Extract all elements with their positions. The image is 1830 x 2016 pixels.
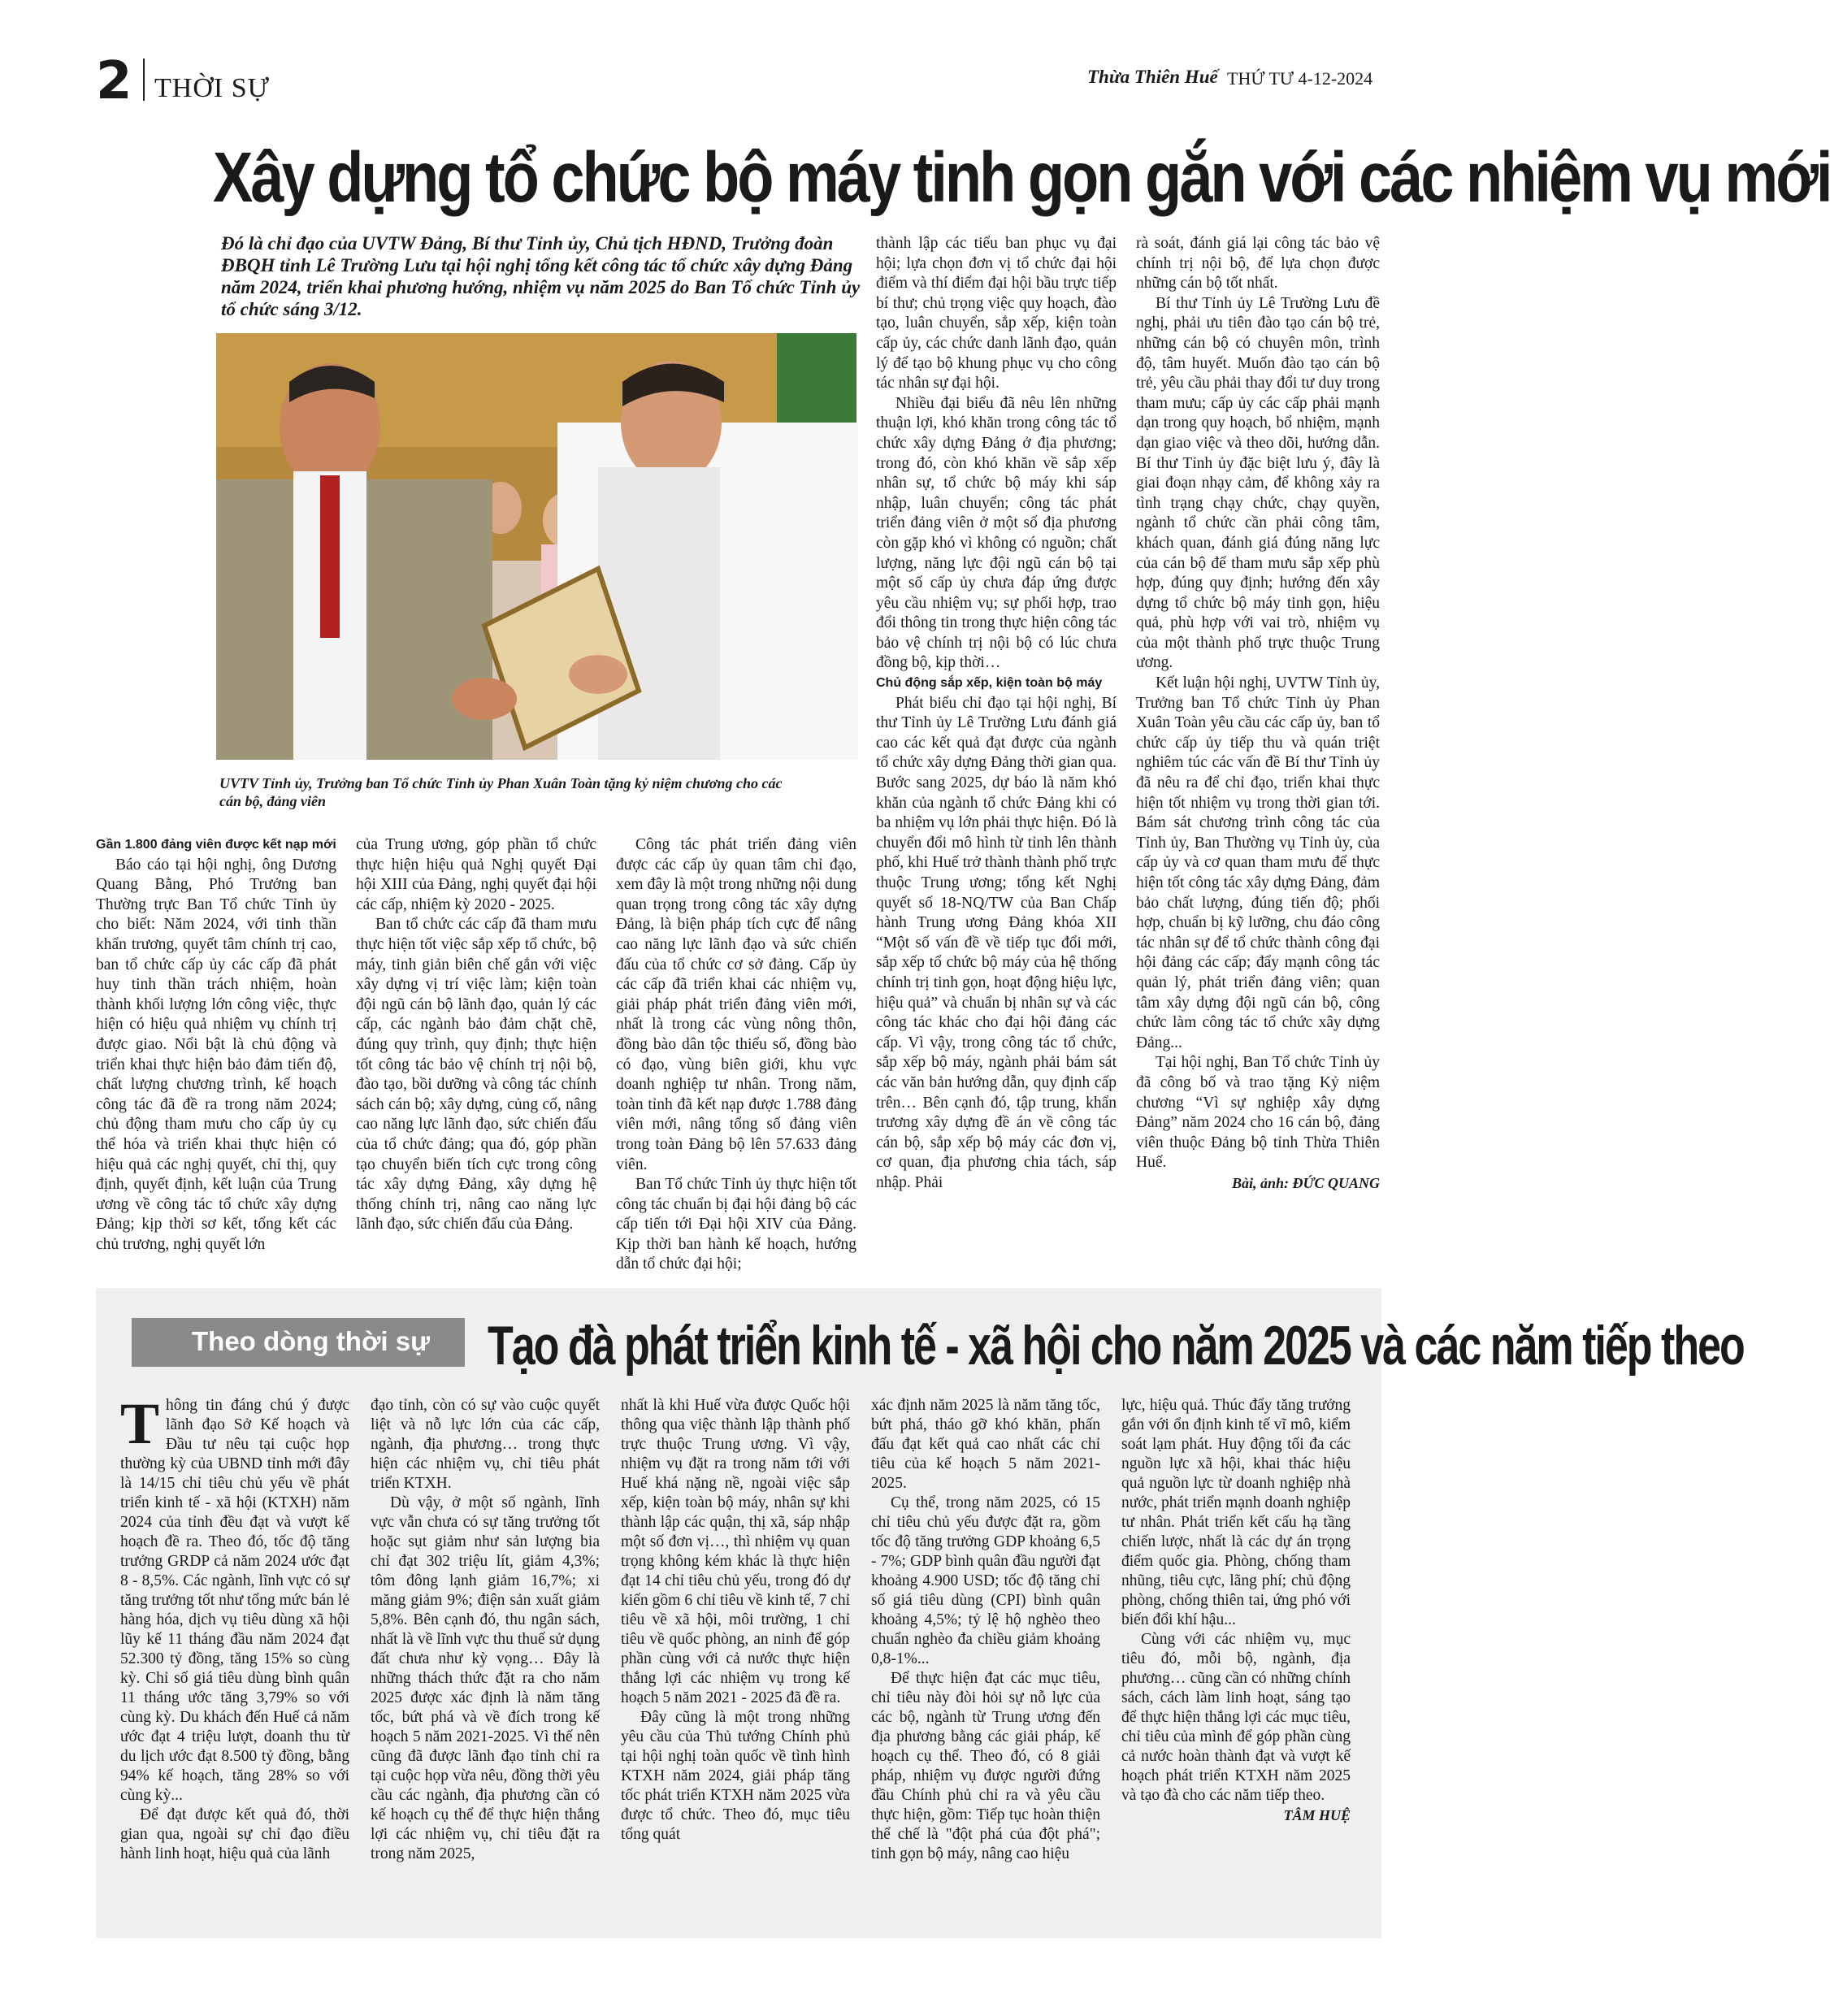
article2-column-2	[371, 1396, 600, 1864]
article2-dropcap: T	[120, 1391, 160, 1456]
article1-column-5	[1136, 234, 1380, 1194]
article1-headline: Xây dựng tổ chức bộ máy tinh gọn gắn với các nhiệm vụ mới	[213, 137, 1830, 218]
article2-paragraph: hông tin đáng chú ý được lãnh đạo Sở Kế hoạch và Đầu tư nêu tại cuộc họp thường kỳ của UBND tỉnh mới đây là 14/15 chỉ tiêu chủ yếu về phát triển kinh tế - xã hội (KTXH) năm 2024 của tỉnh đều đạt và vượt kế hoạch đề ra. Theo đó, tốc độ tăng trưởng GRDP cả năm 2024 ước đạt 8 - 8,5%. Các ngành, lĩnh vực có sự tăng trưởng tốt như tổng mức bán lẻ hàng hóa, dịch vụ tiêu dùng xã hội lũy kế 11 tháng đầu năm 2024 đạt 52.300 tỷ đồng, tăng 15% so cùng kỳ. Chỉ số giá tiêu dùng bình quân 11 tháng ước tăng 3,79% so với cùng kỳ. Du khách đến Huế cả năm ước đạt 4 triệu lượt, doanh thu từ du lịch ước đạt 8.500 tỷ đồng, bằng 94% kế hoạch, tăng 28% so với cùng kỳ...	[120, 1397, 349, 1804]
article1-subhead-2: Chủ động sắp xếp, kiện toàn bộ máy	[876, 676, 1103, 691]
article1-paragraph: Bí thư Tỉnh ủy Lê Trường Lưu đề nghị, phải ưu tiên đào tạo cán bộ trẻ, những cán bộ có chuyên môn, trình độ, tâm huyết. Muốn đào tạo cán bộ trẻ, yêu cầu phải thay đổi tư duy trong tham mưu; cấp ủy các cấp phải mạnh dạn trong quy hoạch, bổ nhiệm, mạnh dạn giao việc và theo dõi, hướng dẫn. Bí thư Tỉnh ủy đặc biệt lưu ý, đây là giai đoạn nhạy cảm, để không xảy ra tình trạng chạy chức, chạy quyền, ngành tổ chức cần phải công tâm, khách quan, đánh giá đúng năng lực của cán bộ để tham mưu sắp xếp phù hợp, đúng quy định; hướng đến xây dựng tổ chức bộ máy tinh gọn, hiệu quả, phù hợp với vai trò, nhiệm vụ của một thành phố trực thuộc Trung ương.	[1136, 294, 1380, 672]
article1-column-2	[356, 835, 596, 1235]
page-number-divider	[143, 59, 145, 101]
article2-column-4	[871, 1396, 1100, 1864]
article2-headline: Tạo đà phát triển kinh tế - xã hội cho năm 2025 và các năm tiếp theo	[488, 1316, 1744, 1377]
article2-byline: TÂM HUỆ	[1283, 1807, 1351, 1823]
article1-paragraph: Kết luận hội nghị, UVTW Tỉnh ủy, Trưởng ban Tổ chức Tỉnh ủy Phan Xuân Toàn yêu cầu các cấp ủy, ban tổ chức cấp ủy tiếp thu và quán triệt nghiêm túc các vấn đề Bí thư Tỉnh ủy đã nêu ra để chỉ đạo, triển khai thực hiện tốt nhiệm vụ trong thời gian tới. Bám sát chương trình công tác của Tỉnh ủy, Ban Thường vụ Tỉnh ủy, của cấp ủy và cơ quan tham mưu để thực hiện tốt công tác xây dựng Đảng, đảm bảo chất lượng, đúng tiến độ; phối hợp, chuẩn bị kỹ lưỡng, chu đáo công tác nhân sự để tổ chức thành công đại hội đảng các cấp; đẩy mạnh công tác quản lý, phát triển đảng viên; quan tâm xây dựng đội ngũ cán bộ, công chức làm công tác tổ chức xây dựng Đảng...	[1136, 674, 1380, 1051]
article1-paragraph: Phát biểu chỉ đạo tại hội nghị, Bí thư Tỉnh ủy Lê Trường Lưu đánh giá cao các kết quả đạt được của ngành tổ chức xây dựng Đảng thời gian qua. Bước sang 2025, dự báo là năm khó khăn của ngành tổ chức Đảng khi có ba nhiệm vụ lớn phải thực hiện. Đó là chuyển đổi mô hình từ tỉnh lên thành phố, khi Huế trở thành thành phố trực thuộc Trung ương; tổng kết Nghị quyết số 18-NQ/TW của Ban Chấp hành Trung ương Đảng khóa XII “Một số vấn đề về tiếp tục đổi mới, sắp xếp tổ chức bộ máy của hệ thống chính trị tinh gọn, hoạt động hiệu lực, hiệu quả” và chuẩn bị nhân sự và các công tác khác cho đại hội đảng các cấp. Vì vậy, trong công tác tổ chức, sắp xếp bộ máy, ngành phải bám sát các văn bản hướng dẫn, quy định cấp trên… Bên cạnh đó, tập trung, khẩn trương xây dựng đề án về công tác cán bộ, sắp xếp bộ máy các đơn vị, cơ quan, địa phương chia tách, sáp nhập. Phải	[876, 694, 1117, 1191]
article2-paragraph: Dù vậy, ở một số ngành, lĩnh vực vẫn chưa có sự tăng trưởng tốt hoặc sụt giảm như sản lượng bia chỉ đạt 302 triệu lít, giảm 4,3%; tôm đông lạnh giảm 16,7%; xi măng giảm 9%; điện sản xuất giảm 5,8%. Bên cạnh đó, thu ngân sách, nhất là về lĩnh vực thu thuế sử dụng đất chưa như kỳ vọng… Đây là những thách thức đặt ra cho năm 2025 được xác định là năm tăng tốc, bứt phá và về đích trong kế hoạch 5 năm 2021-2025. Vì thế nên cũng đã được lãnh đạo tỉnh chỉ ra tại cuộc họp vừa nêu, đồng thời yêu cầu các ngành, địa phương cần có kế hoạch cụ thể để thực hiện thắng lợi các nhiệm vụ, chỉ tiêu đặt ra trong năm 2025,	[371, 1494, 600, 1862]
article1-sapo: Đó là chỉ đạo của UVTW Đảng, Bí thư Tỉnh ủy, Chủ tịch HĐND, Trưởng đoàn ĐBQH tỉnh Lê Trường Lưu tại hội nghị tổng kết công tác tổ chức xây dựng Đảng năm 2024, triển khai phương hướng, nhiệm vụ năm 2025 do Ban Tổ chức Tỉnh ủy tổ chức sáng 3/12.	[221, 233, 861, 319]
article1-paragraph: Tại hội nghị, Ban Tổ chức Tỉnh ủy đã công bố và trao tặng Kỷ niệm chương “Vì sự nghiệp xây dựng Đảng” năm 2024 cho 16 cán bộ, đảng viên thuộc Đảng bộ tỉnh Thừa Thiên Huế.	[1136, 1054, 1380, 1172]
newspaper-name: Thừa Thiên Huế	[1087, 67, 1218, 87]
article2-paragraph: Để đạt được kết quả đó, thời gian qua, ngoài sự chỉ đạo điều hành linh hoạt, hiệu quả của lãnh	[120, 1806, 349, 1862]
issue-date: THỨ TƯ 4-12-2024	[1227, 68, 1373, 89]
article2-paragraph: đạo tỉnh, còn có sự vào cuộc quyết liệt và nỗ lực lớn của các cấp, ngành, địa phương… trong thực hiện các nhiệm vụ, chỉ tiêu phát triển KTXH.	[371, 1397, 600, 1492]
article1-byline: Bài, ảnh: ĐỨC QUANG	[1232, 1174, 1380, 1191]
article2-column-1	[120, 1391, 349, 1864]
article2-paragraph: Cùng với các nhiệm vụ, mục tiêu đó, mỗi bộ, ngành, địa phương… cũng cần có những chính sách, cách làm linh hoạt, sáng tạo để thực hiện thắng lợi các mục tiêu, chỉ tiêu của mình để góp phần cùng cả nước hoàn thành đạt và vượt kế hoạch phát triển KTXH năm 2025 và tạo đà cho các năm tiếp theo.	[1121, 1631, 1351, 1804]
article2-paragraph: nhất là khi Huế vừa được Quốc hội thông qua việc thành lập thành phố trực thuộc Trung ương. Vì vậy, nhiệm vụ đặt ra trong năm tới với Huế khá nặng nề, ngoài việc sắp xếp, kiện toàn bộ máy, nhân sự khi thành lập các quận, thị xã, sáp nhập một số đơn vị…, thì nhiệm vụ quan trọng không kém khác là thực hiện đạt 14 chỉ tiêu chủ yếu, trong đó dự kiến gồm 6 chỉ tiêu về kinh tế, 7 chỉ tiêu về xã hội, môi trường, 1 chỉ tiêu về quốc phòng, an ninh để góp phần cùng với cả nước thực hiện thắng lợi các nhiệm vụ trong kế hoạch 5 năm 2021 - 2025 đã đề ra.	[621, 1397, 850, 1706]
article1-paragraph: Công tác phát triển đảng viên được các cấp ủy quan tâm chỉ đạo, xem đây là một trong những nội dung quan trọng trong công tác xây dựng Đảng, là biện pháp tích cực để nâng cao năng lực lãnh đạo và sức chiến đấu của tổ chức cơ sở đảng. Cấp ủy các cấp đã triển khai các nhiệm vụ, giải pháp phát triển đảng viên mới, nhất là trong các vùng nông thôn, đồng bào dân tộc thiểu số, đồng bào có đạo, vùng biên giới, khu vực doanh nghiệp tư nhân. Trong năm, toàn tỉnh đã kết nạp được 1.788 đảng viên mới, nâng tổng số đảng viên trong toàn Đảng bộ lên 57.633 đảng viên.	[616, 836, 856, 1173]
article2-paragraph: xác định năm 2025 là năm tăng tốc, bứt phá, tháo gỡ khó khăn, phấn đấu đạt kết quả cao nhất các chỉ tiêu của kế hoạch 5 năm 2021-2025.	[871, 1397, 1100, 1492]
article1-subhead-1: Gần 1.800 đảng viên được kết nạp mới	[96, 838, 336, 852]
article2-column-3	[621, 1396, 850, 1845]
article2-column-5	[1121, 1396, 1351, 1825]
article1-paragraph: Ban Tổ chức Tỉnh ủy thực hiện tốt công tác chuẩn bị đại hội đảng bộ các cấp tiến tới Đại hội XIV của Đảng. Kịp thời ban hành kế hoạch, hướng dẫn tổ chức đại hội;	[616, 1176, 856, 1273]
article2-paragraph: Đây cũng là một trong những yêu cầu của Thủ tướng Chính phủ tại hội nghị toàn quốc về tình hình KTXH năm 2024, giải pháp tăng tốc phát triển KTXH năm 2025 vừa được tổ chức. Theo đó, mục tiêu tổng quát	[621, 1709, 850, 1843]
section-title: THỜI SỰ	[154, 73, 270, 103]
article1-photo	[216, 333, 856, 760]
article1-column-4	[876, 234, 1117, 1194]
article2-paragraph: Cụ thể, trong năm 2025, có 15 chỉ tiêu chủ yếu được đặt ra, gồm tốc độ tăng trưởng GDP khoảng 6,5 - 7%; GDP bình quân đầu người đạt khoảng 4.900 USD; tốc độ tăng chỉ số giá tiêu dùng (CPI) bình quân khoảng 4,5%; tỷ lệ hộ nghèo theo chuẩn nghèo đa chiều giảm khoảng 0,8-1%...	[871, 1494, 1100, 1667]
article1-paragraph: Nhiều đại biểu đã nêu lên những thuận lợi, khó khăn trong công tác tổ chức xây dựng Đảng ở địa phương; trong đó, còn khó khăn về sắp xếp nhân sự, tổ chức bộ máy khi sáp nhập, luân chuyển; công tác phát triển đảng viên ở một số địa phương còn gặp khó vì không có nguồn; chất lượng, năng lực đội ngũ cán bộ tại một số cấp ủy chưa đáp ứng được yêu cầu nhiệm vụ; sự phối hợp, trao đổi thông tin trong thực hiện công tác bảo vệ chính trị nội bộ có lúc chưa đồng bộ, kịp thời…	[876, 394, 1117, 672]
article1-paragraph: của Trung ương, góp phần tổ chức thực hiện hiệu quả Nghị quyết Đại hội XIII của Đảng, nghị quyết đại hội các cấp, nhiệm kỳ 2020 - 2025.	[356, 836, 596, 913]
page-number: 2	[96, 51, 132, 111]
article2-paragraph: lực, hiệu quả. Thúc đẩy tăng trưởng gắn với ổn định kinh tế vĩ mô, kiểm soát lạm phát. Huy động tối đa các nguồn lực xã hội, khai thác hiệu quả nguồn lực từ doanh nghiệp nhà nước, phát triển mạnh doanh nghiệp tư nhân. Phát triển kết cấu hạ tầng chiến lược, nhất là các dự án trọng điểm quốc gia. Phòng, chống tham nhũng, tiêu cực, lãng phí; chủ động phòng, chống thiên tai, ứng phó với biến đổi khí hậu...	[1121, 1397, 1351, 1628]
article1-paragraph: thành lập các tiểu ban phục vụ đại hội; lựa chọn đơn vị tổ chức đại hội điểm và thí điểm đại hội bầu trực tiếp bí thư; chủ trọng việc quy hoạch, đào tạo, luân chuyển, sắp xếp, kiện toàn cấp ủy, các chức danh lãnh đạo, quản lý để tạo bộ khung phục vụ cho công tác nhân sự đại hội.	[876, 235, 1117, 392]
article1-paragraph: Báo cáo tại hội nghị, ông Dương Quang Bằng, Phó Trưởng ban Thường trực Ban Tổ chức Tỉnh ủy cho biết: Năm 2024, với tinh thần khẩn trương, quyết tâm chính trị cao, ban tổ chức cấp ủy các cấp đã phát huy tinh thần trách nhiệm, hoàn thành khối lượng lớn công việc, thực hiện có hiệu quả nhiệm vụ chính trị được giao. Nổi bật là chủ động và triển khai thực hiện bảo đảm tiến độ, chất lượng chương trình, kế hoạch công tác đã đề ra trong năm 2024; chủ động tham mưu cho cấp ủy cụ thể hóa và triển khai thực hiện có hiệu quả các nghị quyết, chỉ thị, quy định, quyết định, kết luận của Trung ương về công tác tổ chức xây dựng Đảng; kịp thời sơ kết, tổng kết các chủ trương, nghị quyết lớn	[96, 856, 336, 1253]
article1-column-1	[96, 835, 336, 1255]
article1-column-3	[616, 835, 856, 1275]
article1-paragraph: Ban tổ chức các cấp đã tham mưu thực hiện tốt việc sắp xếp tổ chức, bộ máy, tinh giản biên chế gắn với việc xây dựng vị trí việc làm; kiện toàn đội ngũ cán bộ lãnh đạo, quản lý các cấp, các ngành bảo đảm chặt chẽ, đúng quy trình, quy định; thực hiện tốt công tác bảo vệ chính trị nội bộ, đào tạo, bồi dưỡng và công tác chính sách cán bộ; xây dựng, củng cố, nâng cao năng lực lãnh đạo, sức chiến đấu của tổ chức đảng; qua đó, góp phần tạo chuyển biến tích cực trong công tác xây dựng Đảng, xây dựng hệ thống chính trị, nâng cao năng lực lãnh đạo, sức chiến đấu của Đảng.	[356, 916, 596, 1233]
article2-tag: Theo dòng thời sự	[192, 1326, 430, 1356]
article2-paragraph: Để thực hiện đạt các mục tiêu, chỉ tiêu này đòi hỏi sự nỗ lực của các bộ, ngành từ Trung ương đến địa phương bằng các giải pháp, kế hoạch cụ thể. Theo đó, có 8 giải pháp, nhiệm vụ được người đứng đầu Chính phủ chỉ ra và yêu cầu thực hiện, gồm: Tiếp tục hoàn thiện thể chế là "đột phá của đột phá"; tinh gọn bộ máy, nâng cao hiệu	[871, 1670, 1100, 1862]
article1-paragraph: rà soát, đánh giá lại công tác bảo vệ chính trị nội bộ, để lựa chọn được những cán bộ tốt nhất.	[1136, 235, 1380, 293]
article1-photo-caption: UVTV Tỉnh ủy, Trưởng ban Tổ chức Tỉnh ủy Phan Xuân Toàn tặng kỷ niệm chương cho các cán bộ, đảng viên	[219, 775, 783, 809]
